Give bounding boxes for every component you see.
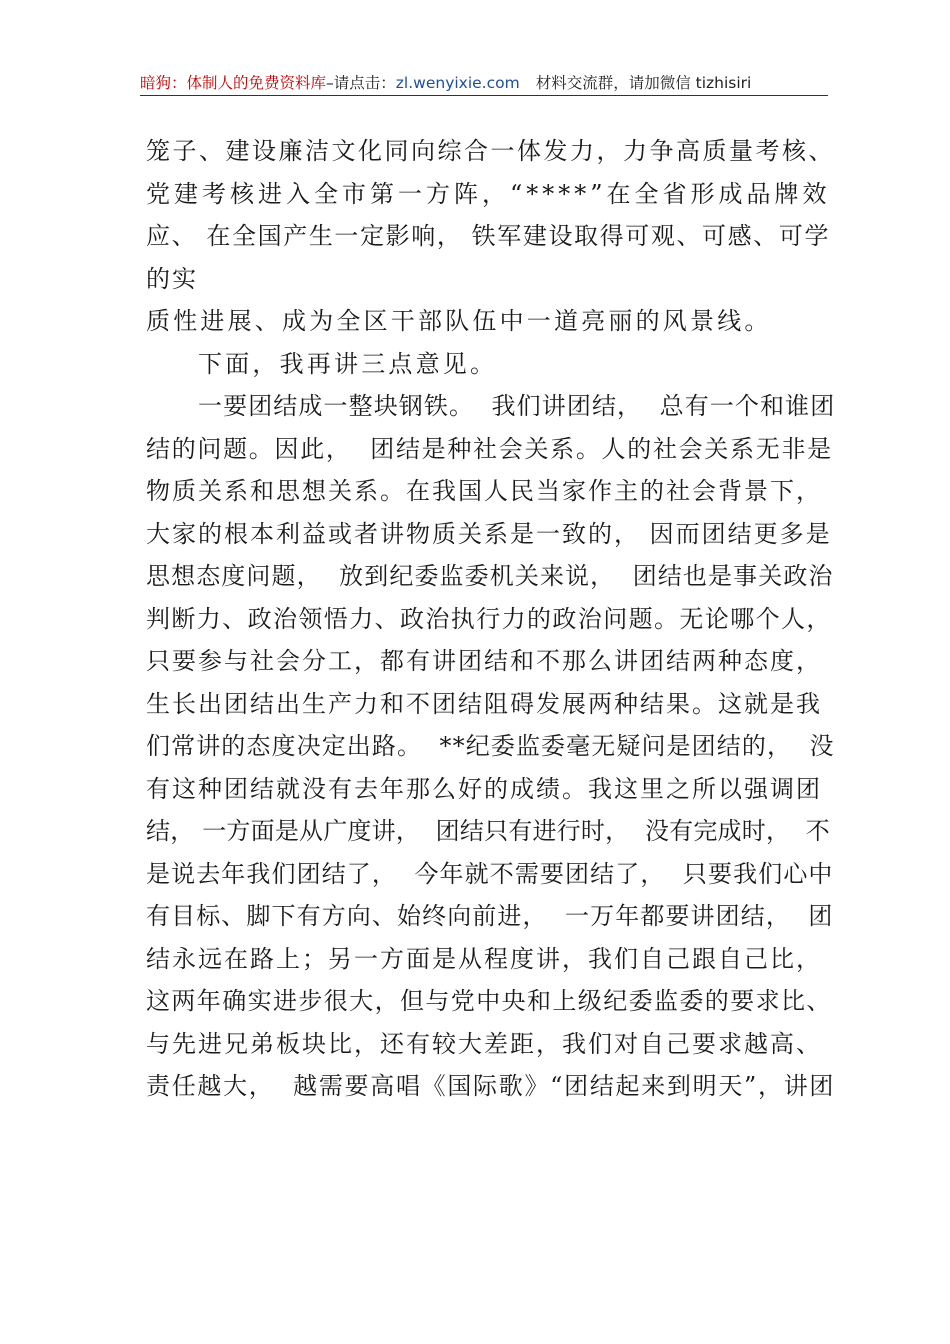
text-line: 思想态度问题， 放到纪委监委机关来说， 团结也是事关政治 — [146, 562, 834, 590]
document-body — [146, 130, 836, 1108]
text-line: 物质关系和思想关系。在我国人民当家作主的社会背景下， — [146, 477, 822, 505]
text-line: 是说去年我们团结了， 今年就不需要团结了， 只要我们心中 — [146, 859, 834, 888]
text-line: 这两年确实进步很大，但与党中央和上级纪委监委的要求比、 — [146, 987, 832, 1015]
text-line: 大家的根本利益或者讲物质关系是一致的， 因而团结更多是 — [146, 519, 832, 548]
text-line: 一要团结成一整块钢铁。 我们讲团结， 总有一个和谁团 — [198, 392, 836, 420]
text-line: 责任越大， 越需要高唱《国际歌》“团结起来到明天”，讲团 — [146, 1072, 836, 1100]
text-line: 结， 一方面是从广度讲， 团结只有进行时， 没有完成时， 不 — [146, 817, 831, 845]
page-header — [140, 72, 828, 94]
header-wechat-note: 材料交流群，请加微信 tizhisiri — [535, 74, 752, 92]
text-line: 下面，我再讲三点意见。 — [198, 349, 498, 378]
header-url-link[interactable]: zl.wenyixie.com — [395, 74, 520, 92]
text-line: 有目标、脚下有方向、始终向前进， 一万年都要讲团结， 团 — [146, 902, 834, 930]
text-line: 只要参与社会分工，都有讲团结和不那么讲团结两种态度， — [146, 647, 822, 675]
text-line: 应、 在全国产生一定影响， 铁军建设取得可观、可感、可学 — [146, 222, 831, 250]
text-line: 生长出团结出生产力和不团结阻碍发展两种结果。这就是我 — [146, 689, 822, 718]
text-line: 有这种团结就没有去年那么好的成绩。我这里之所以强调团 — [146, 774, 822, 803]
header-site-name: 暗狗：体制人的免费资料库 — [140, 74, 327, 92]
text-line: 笼子、建设廉洁文化同向综合一体发力，力争高质量考核、 — [146, 137, 835, 165]
header-prompt: –请点击： — [326, 74, 396, 92]
text-line: 们常讲的态度决定出路。 **纪委监委毫无疑问是团结的， 没 — [146, 732, 835, 760]
text-line: 与先进兄弟板块比，还有较大差距，我们对自己要求越高、 — [146, 1029, 822, 1058]
text-line: 质性进展、成为全区干部队伍中一道亮丽的风景线。 — [146, 307, 772, 335]
text-line: 结永远在路上；另一方面是从程度讲，我们自己跟自己比， — [146, 944, 822, 973]
header-divider — [140, 95, 828, 96]
text-line: 判断力、政治领悟力、政治执行力的政治问题。无论哪个人， — [146, 604, 832, 633]
text-line: 的实 — [146, 264, 198, 293]
text-line: 结的问题。因此， 团结是种社会关系。人的社会关系无非是 — [146, 434, 833, 463]
text-line: 党建考核进入全市第一方阵，“****”在全省形成品牌效 — [146, 179, 831, 208]
